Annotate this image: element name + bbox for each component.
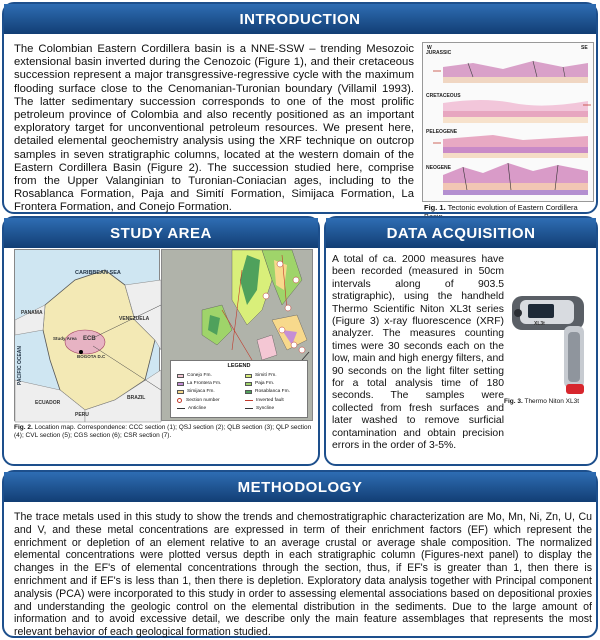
methodology-text: The trace metals used in this study to show the trends and chemostratigraphic characterization are Mo, Mn, Ni, Zn, U, Cu and V, and these metal concentrations are expressed in term of their enrichment factors (EF) which represent the enrichment or depletion of an element relative to an average crustal or average shale composition. The normalized elemental concentrations were plotted versus depth in each stratigraphic column (Figures-next panel) to display the changes in the EF's of elemental concentrations through the section, thus, if EF's is greater than 1, then there is enrichment and if EF's is less than 1, then there is depletion. Exploratory data analysis together with Principal component analysis (PCA) were incorporated to this study in order to assessing elemental associations based on depositional proxies and understanding the geologic control on the elemental distribution in the sediments. Due to the large amount of information and to avoid excessive detail, we describe only the main feature assemblages that represents the most relevant behavior of each geological formation studied. xyxy=(14,511,592,639)
legend-title: LEGEND xyxy=(227,363,251,369)
location-map-colombia xyxy=(14,249,160,421)
legend-swatch xyxy=(245,374,252,378)
introduction-panel xyxy=(2,2,598,214)
legend-item-rosablanca xyxy=(245,389,290,394)
legend-swatch xyxy=(177,390,184,394)
legend-item-label: Paja Fm. xyxy=(255,381,275,386)
section-number-icon xyxy=(177,398,182,403)
map-legend xyxy=(170,360,308,418)
legend-swatch xyxy=(177,374,184,378)
ecuador-label: ECUADOR xyxy=(35,400,61,406)
compass-w-label: W xyxy=(427,45,432,51)
era-cretaceous: CRETACEOUS xyxy=(426,93,461,99)
panama-label: PANAMA xyxy=(21,310,43,316)
study-area-panel xyxy=(2,216,320,466)
legend-item-paja xyxy=(245,381,274,386)
study-area-label: Study Area xyxy=(53,336,77,341)
introduction-title: INTRODUCTION xyxy=(4,4,596,34)
ecb-label: ECB xyxy=(83,336,96,342)
data-acquisition-text: A total of ca. 2000 measures have been recorded (measured in 50cm intervals along of 903.5 stratigraphic), using the handheld Thermo Scientific Niton XL3t series (Figure 3) x-ray fluorescence (XRF) analyzer. The measures counting times were 30 seconds each on the low, main and high energy filters, and 90 seconds on the light filter setting for a total analysis time of 180 seconds. The samples were collected from fresh surfaces and later washed to remove surficial contamination and obtain precision errors in the order of 3-5%. xyxy=(332,254,504,452)
tectonic-evolution-figure xyxy=(422,42,594,202)
methodology-title: METHODOLOGY xyxy=(4,472,596,502)
data-acquisition-panel xyxy=(324,216,598,466)
legend-item-label: La Frontera Fm. xyxy=(187,381,222,386)
legend-item-la-frontera xyxy=(177,381,221,386)
bogota-label: BOGOTA D.C xyxy=(77,354,106,359)
legend-item-conejo xyxy=(177,373,212,378)
caribbean-sea-label: CARIBBEAN SEA xyxy=(75,270,121,276)
legend-swatch xyxy=(177,382,184,386)
era-neogene: NEOGENE xyxy=(426,165,452,171)
legend-anticline xyxy=(177,406,206,411)
era-jurassic: JURASSIC xyxy=(426,50,452,56)
figure-2-caption-label: Fig. 2. xyxy=(14,424,33,431)
anticline-icon xyxy=(177,408,185,409)
legend-inverted-fault xyxy=(245,398,284,403)
legend-section-number xyxy=(177,398,220,403)
figure-3-caption-label: Fig. 3. xyxy=(504,398,523,405)
inverted-fault-icon xyxy=(245,400,253,401)
legend-item-label: Rosablanca Fm. xyxy=(255,389,290,394)
figure-2-caption xyxy=(14,424,314,440)
introduction-text: The Colombian Eastern Cordillera basin is a NNE-SSW – trending Mesozoic extensional basin inverted during the Cenozoic (Figure 1), and their cretaceous succession represent a major transgressive-regressive cycle with the maximum flooding surface close to the Cenomanian-Turonian boundary (Villamil 1993). The latter sedimentary succession corresponds to one of the most prolific petroleum province of Colombia and also recently positioned as an important exploratory target for unconventional petroleum resources. We present here, detailed elemental geochemistry analysis using the XRF technique on outcrop samples in seven stratigraphic columns, located at the western domain of the Eastern Cordillera Basin (Figure 2). The succession studied here, comprise from the Upper Valanginian to Turonian-Coniacian ages, including to the Rosablanca Formation, Paja and Simití Formation, Simijaca Formation, La Frontera Formation, and Conejo Formation. xyxy=(14,43,414,214)
era-paleogene: PELEOGENE xyxy=(426,129,458,135)
figure-1-caption-text: Tectonic evolution of Eastern Cordillera xyxy=(447,203,578,212)
legend-symbol-label: Anticline xyxy=(188,406,207,411)
tectonic-cross-sections xyxy=(423,43,593,201)
compass-se-label: SE xyxy=(581,45,588,51)
xrf-analyzer-icon xyxy=(506,288,594,398)
figure-1-caption-label: Fig. 1. xyxy=(424,203,446,212)
xrf-analyzer-figure xyxy=(506,288,594,398)
legend-swatch xyxy=(245,390,252,394)
legend-item-simijaca xyxy=(177,389,215,394)
brazil-label: BRAZIL xyxy=(127,395,146,401)
legend-item-simiti xyxy=(245,373,277,378)
venezuela-label: VENEZUELA xyxy=(119,316,150,322)
figure-3-caption-text: Thermo Niton XL3t xyxy=(522,398,580,405)
legend-item-label: Simijaca Fm. xyxy=(187,389,215,394)
peru-label: PERU xyxy=(75,412,89,418)
legend-syncline xyxy=(245,406,274,411)
figure-3-caption xyxy=(504,398,579,405)
geological-map xyxy=(161,249,313,421)
legend-item-label: Conejo Fm. xyxy=(187,373,212,378)
syncline-icon xyxy=(245,408,253,409)
figure-2-caption-text: Location map. Correspondence: CCC section (1); QSJ section (2); QLB section (3); QLP section (4); CVL section (5); CGS section (6); CSR section (7). xyxy=(14,424,312,439)
legend-symbol-label: Inverted fault xyxy=(256,398,284,403)
legend-symbol-label: Syncline xyxy=(256,406,275,411)
legend-swatch xyxy=(245,382,252,386)
methodology-panel xyxy=(2,470,598,638)
device-label: XL3t xyxy=(534,321,545,327)
study-area-title: STUDY AREA xyxy=(4,218,318,248)
legend-symbol-label: Section number xyxy=(186,398,220,403)
pacific-ocean-label: PACIFIC OCEAN xyxy=(17,346,23,386)
legend-item-label: Simití Fm. xyxy=(255,373,277,378)
data-acquisition-title: DATA ACQUISITION xyxy=(326,218,596,248)
